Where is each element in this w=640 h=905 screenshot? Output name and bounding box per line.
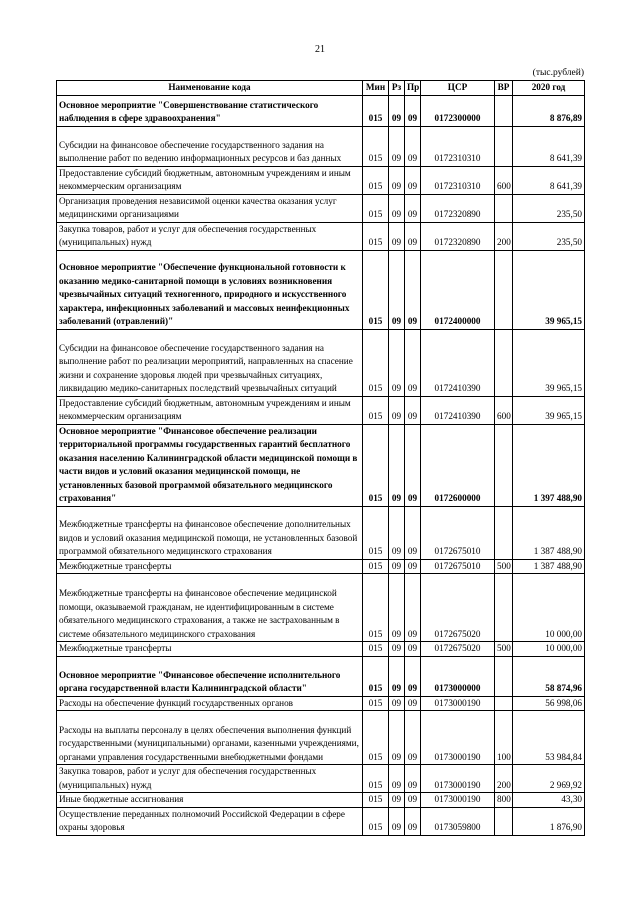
row-csr-cell: 0172320890 — [421, 222, 495, 250]
header-pr: Пр — [405, 81, 421, 96]
row-sum-cell: 2 969,92 — [513, 765, 585, 793]
row-min-cell: 015 — [363, 250, 389, 329]
row-name-cell: Предоставление субсидий бюджетным, автономным учреждениям и иным некоммерческим организациям — [57, 166, 363, 194]
row-min-cell: 015 — [363, 506, 389, 559]
table-row — [57, 765, 585, 793]
row-min-cell: 015 — [363, 166, 389, 194]
row-sum-cell: 43,30 — [513, 793, 585, 808]
row-vr-cell — [495, 194, 513, 222]
row-name-cell: Межбюджетные трансферты — [57, 642, 363, 657]
table-row — [57, 396, 585, 424]
row-min-cell: 015 — [363, 807, 389, 835]
row-min-cell: 015 — [363, 793, 389, 808]
row-min-cell: 015 — [363, 95, 389, 126]
row-name-cell: Иные бюджетные ассигнования — [57, 793, 363, 808]
row-sum-cell: 58 874,96 — [513, 656, 585, 696]
row-sum-cell: 1 387 488,90 — [513, 506, 585, 559]
row-rz-cell: 09 — [389, 222, 405, 250]
row-pr-cell: 09 — [405, 250, 421, 329]
header-2020: 2020 год — [513, 81, 585, 96]
table-row — [57, 793, 585, 808]
row-min-cell: 015 — [363, 222, 389, 250]
row-csr-cell: 0172675020 — [421, 574, 495, 642]
row-rz-cell: 09 — [389, 559, 405, 574]
row-rz-cell: 09 — [389, 126, 405, 166]
row-vr-cell — [495, 329, 513, 396]
table-body — [57, 95, 585, 835]
row-rz-cell: 09 — [389, 396, 405, 424]
row-name-cell: Субсидии на финансовое обеспечение государственного задания на выполнение работ по реализации мероприятий, направленных на спасение жизни и сохранение здоровья людей при чрезвычайных ситуациях, ликвидацию медико-санитарных последствий чрезвычайных ситуаций — [57, 329, 363, 396]
row-rz-cell: 09 — [389, 711, 405, 765]
row-vr-cell — [495, 250, 513, 329]
table-row — [57, 656, 585, 696]
table-row — [57, 559, 585, 574]
header-rz: Рз — [389, 81, 405, 96]
row-pr-cell: 09 — [405, 765, 421, 793]
table-row — [57, 250, 585, 329]
row-vr-cell: 500 — [495, 642, 513, 657]
row-rz-cell: 09 — [389, 574, 405, 642]
row-csr-cell: 0173000000 — [421, 656, 495, 696]
table-row — [57, 126, 585, 166]
row-name-cell: Основное мероприятие "Обеспечение функциональной готовности к оказанию медико-санитарной помощи в условиях возникновения чрезвычайных ситуаций техногенного, природного и искусственного характера, инфекционных заболеваний и массовых неинфекционных заболеваний (отравлений)" — [57, 250, 363, 329]
row-name-cell: Межбюджетные трансферты на финансовое обеспечение медицинской помощи, оказываемой гражданам, не идентифицированным в системе обязательного медицинского страхования, а также не застрахованным в системе обязательного медицинского страхования — [57, 574, 363, 642]
header-csr: ЦСР — [421, 81, 495, 96]
row-rz-cell: 09 — [389, 696, 405, 711]
row-rz-cell: 09 — [389, 424, 405, 506]
row-sum-cell: 10 000,00 — [513, 574, 585, 642]
row-name-cell: Закупка товаров, работ и услуг для обеспечения государственных (муниципальных) нужд — [57, 765, 363, 793]
row-rz-cell: 09 — [389, 166, 405, 194]
row-sum-cell: 39 965,15 — [513, 329, 585, 396]
row-vr-cell — [495, 656, 513, 696]
table-header-row — [57, 81, 585, 96]
row-vr-cell: 200 — [495, 765, 513, 793]
row-pr-cell: 09 — [405, 711, 421, 765]
row-min-cell: 015 — [363, 711, 389, 765]
row-name-cell: Основное мероприятие "Финансовое обеспечение реализации территориальной программы государственных гарантий бесплатного оказания населению Калининградской области медицинской помощи в части видов и условий оказания медицинской помощи, не установленных базовой программой обязательного медицинского страхования" — [57, 424, 363, 506]
row-rz-cell: 09 — [389, 329, 405, 396]
row-csr-cell: 0173000190 — [421, 765, 495, 793]
row-min-cell: 015 — [363, 424, 389, 506]
row-rz-cell: 09 — [389, 765, 405, 793]
row-vr-cell: 800 — [495, 793, 513, 808]
row-vr-cell: 200 — [495, 222, 513, 250]
row-min-cell: 015 — [363, 559, 389, 574]
row-vr-cell — [495, 506, 513, 559]
row-name-cell: Организация проведения независимой оценки качества оказания услуг медицинскими организациями — [57, 194, 363, 222]
row-pr-cell: 09 — [405, 166, 421, 194]
row-name-cell: Осуществление переданных полномочий Российской Федерации в сфере охраны здоровья — [57, 807, 363, 835]
row-csr-cell: 0173000190 — [421, 696, 495, 711]
table-row — [57, 222, 585, 250]
row-csr-cell: 0172600000 — [421, 424, 495, 506]
row-pr-cell: 09 — [405, 95, 421, 126]
row-sum-cell: 235,50 — [513, 222, 585, 250]
table-row — [57, 642, 585, 657]
row-pr-cell: 09 — [405, 506, 421, 559]
row-min-cell: 015 — [363, 329, 389, 396]
row-min-cell: 015 — [363, 396, 389, 424]
table-row — [57, 574, 585, 642]
row-vr-cell — [495, 807, 513, 835]
row-name-cell: Расходы на обеспечение функций государственных органов — [57, 696, 363, 711]
table-row — [57, 329, 585, 396]
row-rz-cell: 09 — [389, 807, 405, 835]
row-csr-cell: 0172675010 — [421, 506, 495, 559]
row-pr-cell: 09 — [405, 126, 421, 166]
row-sum-cell: 10 000,00 — [513, 642, 585, 657]
row-csr-cell: 0173000190 — [421, 711, 495, 765]
table-row — [57, 194, 585, 222]
row-name-cell: Предоставление субсидий бюджетным, автономным учреждениям и иным некоммерческим организациям — [57, 396, 363, 424]
row-pr-cell: 09 — [405, 396, 421, 424]
row-name-cell: Межбюджетные трансферты — [57, 559, 363, 574]
row-sum-cell: 8 641,39 — [513, 166, 585, 194]
row-name-cell: Основное мероприятие "Финансовое обеспечение исполнительного органа государственной власти Калининградской области" — [57, 656, 363, 696]
row-vr-cell: 600 — [495, 166, 513, 194]
row-csr-cell: 0172400000 — [421, 250, 495, 329]
row-min-cell: 015 — [363, 574, 389, 642]
row-csr-cell: 0173059800 — [421, 807, 495, 835]
row-csr-cell: 0172300000 — [421, 95, 495, 126]
row-vr-cell — [495, 574, 513, 642]
table-row — [57, 166, 585, 194]
header-name: Наименование кода — [57, 81, 363, 96]
row-name-cell: Субсидии на финансовое обеспечение государственного задания на выполнение работ по ведению информационных ресурсов и баз данных — [57, 126, 363, 166]
row-pr-cell: 09 — [405, 807, 421, 835]
row-pr-cell: 09 — [405, 222, 421, 250]
table-row — [57, 711, 585, 765]
row-min-cell: 015 — [363, 765, 389, 793]
table-row — [57, 807, 585, 835]
row-rz-cell: 09 — [389, 642, 405, 657]
row-rz-cell: 09 — [389, 194, 405, 222]
row-csr-cell: 0172410390 — [421, 329, 495, 396]
row-pr-cell: 09 — [405, 642, 421, 657]
row-vr-cell — [495, 696, 513, 711]
header-vr: ВР — [495, 81, 513, 96]
row-pr-cell: 09 — [405, 656, 421, 696]
row-pr-cell: 09 — [405, 559, 421, 574]
row-min-cell: 015 — [363, 126, 389, 166]
row-csr-cell: 0172675010 — [421, 559, 495, 574]
table-row — [57, 424, 585, 506]
row-vr-cell — [495, 126, 513, 166]
row-rz-cell: 09 — [389, 793, 405, 808]
row-min-cell: 015 — [363, 642, 389, 657]
row-pr-cell: 09 — [405, 696, 421, 711]
row-csr-cell: 0172320890 — [421, 194, 495, 222]
row-pr-cell: 09 — [405, 424, 421, 506]
row-rz-cell: 09 — [389, 250, 405, 329]
row-sum-cell: 8 876,89 — [513, 95, 585, 126]
table-row — [57, 696, 585, 711]
row-rz-cell: 09 — [389, 656, 405, 696]
row-name-cell: Закупка товаров, работ и услуг для обеспечения государственных (муниципальных) нужд — [57, 222, 363, 250]
row-sum-cell: 8 641,39 — [513, 126, 585, 166]
row-rz-cell: 09 — [389, 506, 405, 559]
row-csr-cell: 0172310310 — [421, 126, 495, 166]
row-vr-cell: 500 — [495, 559, 513, 574]
row-name-cell: Расходы на выплаты персоналу в целях обеспечения выполнения функций государственными (муниципальными) органами, казенными учреждениями, органами управления государственными внебюджетными фондами — [57, 711, 363, 765]
row-sum-cell: 39 965,15 — [513, 396, 585, 424]
row-name-cell: Основное мероприятие "Совершенствование статистического наблюдения в сфере здравоохранения" — [57, 95, 363, 126]
row-min-cell: 015 — [363, 656, 389, 696]
row-name-cell: Межбюджетные трансферты на финансовое обеспечение дополнительных видов и условий оказания медицинской помощи, не установленных базовой программой обязательного медицинского страхования — [57, 506, 363, 559]
row-sum-cell: 1 876,90 — [513, 807, 585, 835]
page-number: 21 — [315, 44, 325, 55]
row-csr-cell: 0173000190 — [421, 793, 495, 808]
row-rz-cell: 09 — [389, 95, 405, 126]
row-vr-cell — [495, 95, 513, 126]
table-row — [57, 506, 585, 559]
row-pr-cell: 09 — [405, 194, 421, 222]
row-sum-cell: 53 984,84 — [513, 711, 585, 765]
row-vr-cell: 600 — [495, 396, 513, 424]
row-min-cell: 015 — [363, 696, 389, 711]
row-pr-cell: 09 — [405, 793, 421, 808]
row-csr-cell: 0172310310 — [421, 166, 495, 194]
row-vr-cell — [495, 424, 513, 506]
row-sum-cell: 1 387 488,90 — [513, 559, 585, 574]
row-vr-cell: 100 — [495, 711, 513, 765]
row-sum-cell: 235,50 — [513, 194, 585, 222]
row-csr-cell: 0172410390 — [421, 396, 495, 424]
row-min-cell: 015 — [363, 194, 389, 222]
budget-table — [56, 80, 585, 836]
row-pr-cell: 09 — [405, 574, 421, 642]
header-min: Мин — [363, 81, 389, 96]
row-sum-cell: 1 397 488,90 — [513, 424, 585, 506]
units-label: (тыс.рублей) — [532, 68, 584, 78]
table-row — [57, 95, 585, 126]
row-sum-cell: 56 998,06 — [513, 696, 585, 711]
row-csr-cell: 0172675020 — [421, 642, 495, 657]
row-pr-cell: 09 — [405, 329, 421, 396]
row-sum-cell: 39 965,15 — [513, 250, 585, 329]
